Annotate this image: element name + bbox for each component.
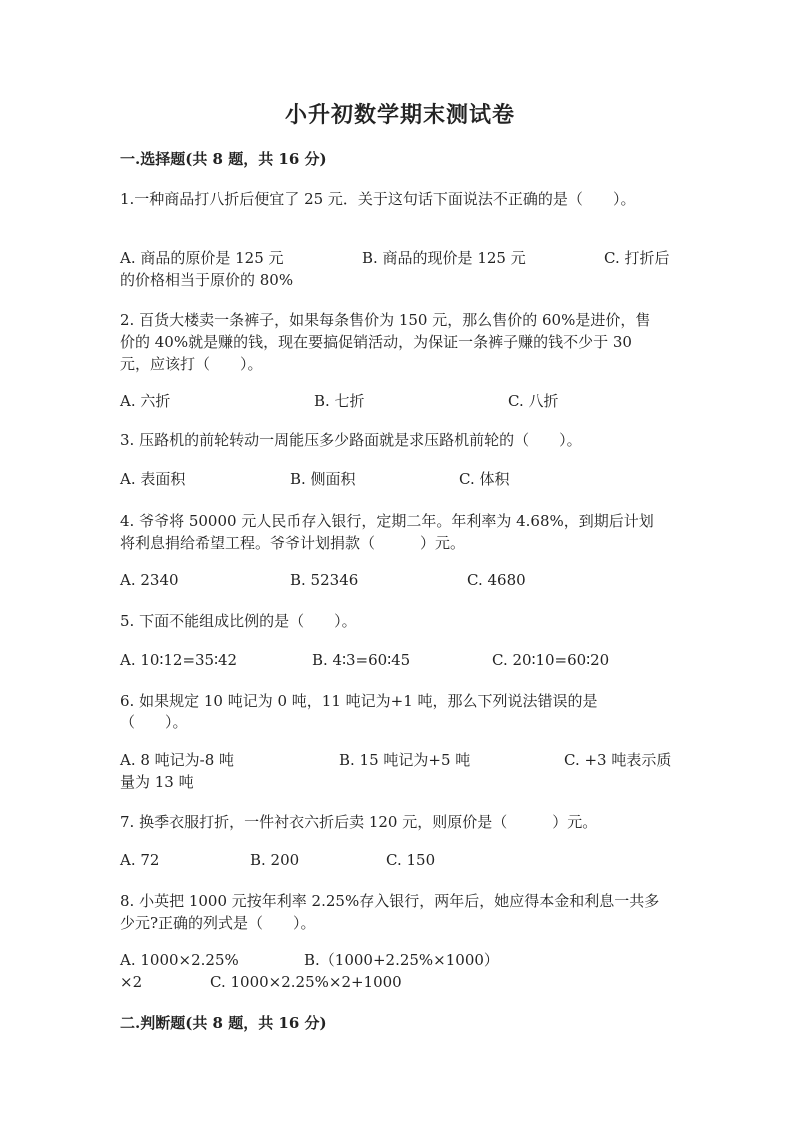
question-6-line-2: （ ）。 <box>120 713 188 731</box>
question-1-option-a: A. 商品的原价是 125 元 <box>120 249 284 267</box>
question-6-option-b: B. 15 吨记为+5 吨 <box>339 751 471 769</box>
question-2-line-2: 价的 40%就是赚的钱，现在要搞促销活动，为保证一条裤子赚的钱不少于 30 <box>120 333 632 351</box>
question-8-line-2: 少元?正确的列式是（ ）。 <box>120 914 316 932</box>
question-2-option-c: C. 八折 <box>508 392 559 410</box>
question-2-option-b: B. 七折 <box>314 392 365 410</box>
question-4-line-1: 4. 爷爷将 50000 元人民币存入银行，定期二年。年利率为 4.68%，到期后计划 <box>120 512 654 530</box>
question-4-option-c: C. 4680 <box>467 571 526 589</box>
question-7-stem: 7. 换季衣服打折，一件衬衣六折后卖 120 元，则原价是（ ）元。 <box>120 813 598 831</box>
question-5-option-a: A. 10∶12=35∶42 <box>120 651 238 669</box>
question-1-option-b: B. 商品的现价是 125 元 <box>362 249 526 267</box>
question-8-option-b-continued: ×2 <box>120 973 143 991</box>
question-1-option-c-continued: 的价格相当于原价的 80% <box>120 271 294 289</box>
question-8-line-1: 8. 小英把 1000 元按年利率 2.25%存入银行，两年后，她应得本金和利息一共多 <box>120 892 660 910</box>
question-3-option-b: B. 侧面积 <box>290 470 356 488</box>
question-2-line-3: 元，应该打（ ）。 <box>120 355 263 373</box>
question-2-line-1: 2. 百货大楼卖一条裤子，如果每条售价为 150 元，那么售价的 60%是进价，售 <box>120 311 651 329</box>
question-6-option-c-continued: 量为 13 吨 <box>120 773 194 791</box>
question-8-option-b: B.（1000+2.25%×1000） <box>304 951 499 969</box>
question-1-option-c: C. 打折后 <box>604 249 670 267</box>
question-6-option-c: C. +3 吨表示质 <box>564 751 672 769</box>
question-6-line-1: 6. 如果规定 10 吨记为 0 吨，11 吨记为+1 吨，那么下列说法错误的是 <box>120 692 598 710</box>
question-3-option-a: A. 表面积 <box>120 470 186 488</box>
question-7-option-a: A. 72 <box>120 851 160 869</box>
question-5-option-c: C. 20∶10=60∶20 <box>492 651 610 669</box>
question-6-option-a: A. 8 吨记为-8 吨 <box>120 751 235 769</box>
question-5-option-b: B. 4∶3=60∶45 <box>312 651 411 669</box>
question-4-option-b: B. 52346 <box>290 571 359 589</box>
section-heading-choice: 一.选择题(共 8 题，共 16 分) <box>120 150 327 168</box>
question-8-option-c: C. 1000×2.25%×2+1000 <box>210 973 402 991</box>
question-3-stem: 3. 压路机的前轮转动一周能压多少路面就是求压路机前轮的（ ）。 <box>120 431 582 449</box>
exam-title: 小升初数学期末测试卷 <box>284 102 515 128</box>
question-7-option-b: B. 200 <box>250 851 300 869</box>
question-2-option-a: A. 六折 <box>120 392 171 410</box>
question-3-option-c: C. 体积 <box>459 470 510 488</box>
question-4-line-2: 将利息捐给希望工程。爷爷计划捐款（ ）元。 <box>120 534 466 552</box>
section-heading-judgement: 二.判断题(共 8 题，共 16 分) <box>120 1014 327 1032</box>
question-1-stem: 1.一种商品打八折后便宜了 25 元．关于这句话下面说法不正确的是（ ）。 <box>120 190 636 208</box>
question-5-stem: 5. 下面不能组成比例的是（ ）。 <box>120 612 357 630</box>
question-7-option-c: C. 150 <box>386 851 436 869</box>
question-8-option-a: A. 1000×2.25% <box>120 951 239 969</box>
question-4-option-a: A. 2340 <box>120 571 179 589</box>
